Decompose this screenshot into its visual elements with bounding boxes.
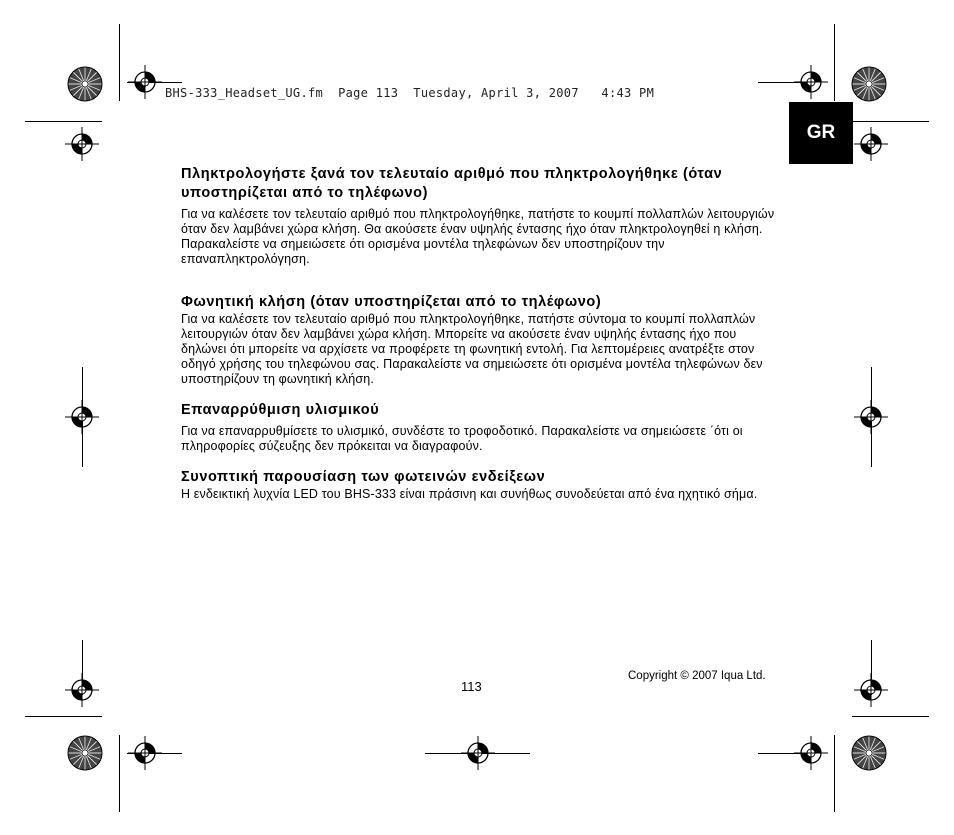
registration-mark-icon: [65, 127, 99, 161]
registration-mark-icon: [854, 400, 888, 434]
section-title: Συνοπτική παρουσίαση των φωτεινών ενδείξεων: [181, 469, 546, 485]
section-redial: [181, 165, 781, 267]
crop-mark: [852, 716, 929, 717]
section-led-overview: [181, 468, 781, 502]
section-voice-dial: [181, 293, 781, 387]
registration-mark-icon: [854, 127, 888, 161]
crop-mark: [834, 735, 835, 812]
color-rosette-icon: [67, 735, 103, 771]
registration-mark-icon: [128, 736, 162, 770]
color-rosette-icon: [851, 735, 887, 771]
registration-mark-icon: [794, 736, 828, 770]
registration-mark-icon: [128, 65, 162, 99]
section-title: Επαναρρύθμιση υλισμικού: [181, 402, 380, 418]
crop-mark: [25, 716, 102, 717]
section-firmware-reset: [181, 401, 781, 454]
crop-mark: [852, 121, 929, 122]
copyright-notice: Copyright © 2007 Iqua Ltd.: [628, 670, 766, 682]
crop-mark: [25, 121, 102, 122]
language-tab: GR: [789, 102, 853, 164]
crop-mark: [119, 24, 120, 101]
registration-mark-icon: [65, 673, 99, 707]
section-body: Για να καλέσετε τον τελευταίο αριθμό που πληκτρολογήθηκε, πατήστε σύντομα το κουμπί πολλαπλών λειτουργιών όταν δεν λαμβάνει χώρα κλήση. Μπορείτε να ακούσετε έναν υψηλής έντασης ήχο που δηλώνει ότι μπορείτε να αρχίσετε να προφέρετε τη φωνητική εντολή. Για λεπτομέρειες ανατρέξτε στον οδηγό χρήσης του τηλεφώνου σας. Παρακαλείστε να σημειώσετε ότι ορισμένα μοντέλα τηλεφώνων δεν υποστηρίζουν τη φωνητική κλήση.: [181, 312, 763, 386]
registration-mark-icon: [65, 400, 99, 434]
registration-mark-icon: [461, 736, 495, 770]
section-title: Φωνητική κλήση (όταν υποστηρίζεται από το τηλέφωνο): [181, 294, 602, 310]
section-body: Η ενδεικτική λυχνία LED του BHS-333 είναι πράσινη και συνήθως συνοδεύεται από ένα ηχητικό σήμα.: [181, 487, 758, 501]
crop-mark: [834, 24, 835, 101]
page-content: [181, 165, 781, 502]
color-rosette-icon: [851, 66, 887, 102]
section-body: Για να επαναρρυθμίσετε το υλισμικό, συνδέστε το τροφοδοτικό. Παρακαλείστε να σημειώσετε ΄ότι οι πληροφορίες σύζευξης δεν πρόκειται να διαγραφούν.: [181, 424, 743, 453]
crop-mark: [119, 735, 120, 812]
registration-mark-icon: [794, 65, 828, 99]
section-body: Για να καλέσετε τον τελευταίο αριθμό που πληκτρολογήθηκε, πατήστε το κουμπί πολλαπλών λειτουργιών όταν δεν λαμβάνει χώρα κλήση. Θα ακούσετε έναν υψηλής έντασης ήχο όταν πληκτρολογηθεί η κλήση. Παρακαλείστε να σημειώσετε ότι ορισμένα μοντέλα τηλεφώνων δεν υποστηρίζουν την επαναπληκτρολόγηση.: [181, 207, 775, 266]
section-title: Πληκτρολογήστε ξανά τον τελευταίο αριθμό που πληκτρολογήθηκε (όταν υποστηρίζεται από το τηλέφωνο): [181, 166, 723, 201]
registration-mark-icon: [854, 673, 888, 707]
color-rosette-icon: [67, 66, 103, 102]
page-number: 113: [461, 679, 482, 694]
running-head: BHS-333_Headset_UG.fm Page 113 Tuesday, April 3, 2007 4:43 PM: [165, 86, 655, 100]
